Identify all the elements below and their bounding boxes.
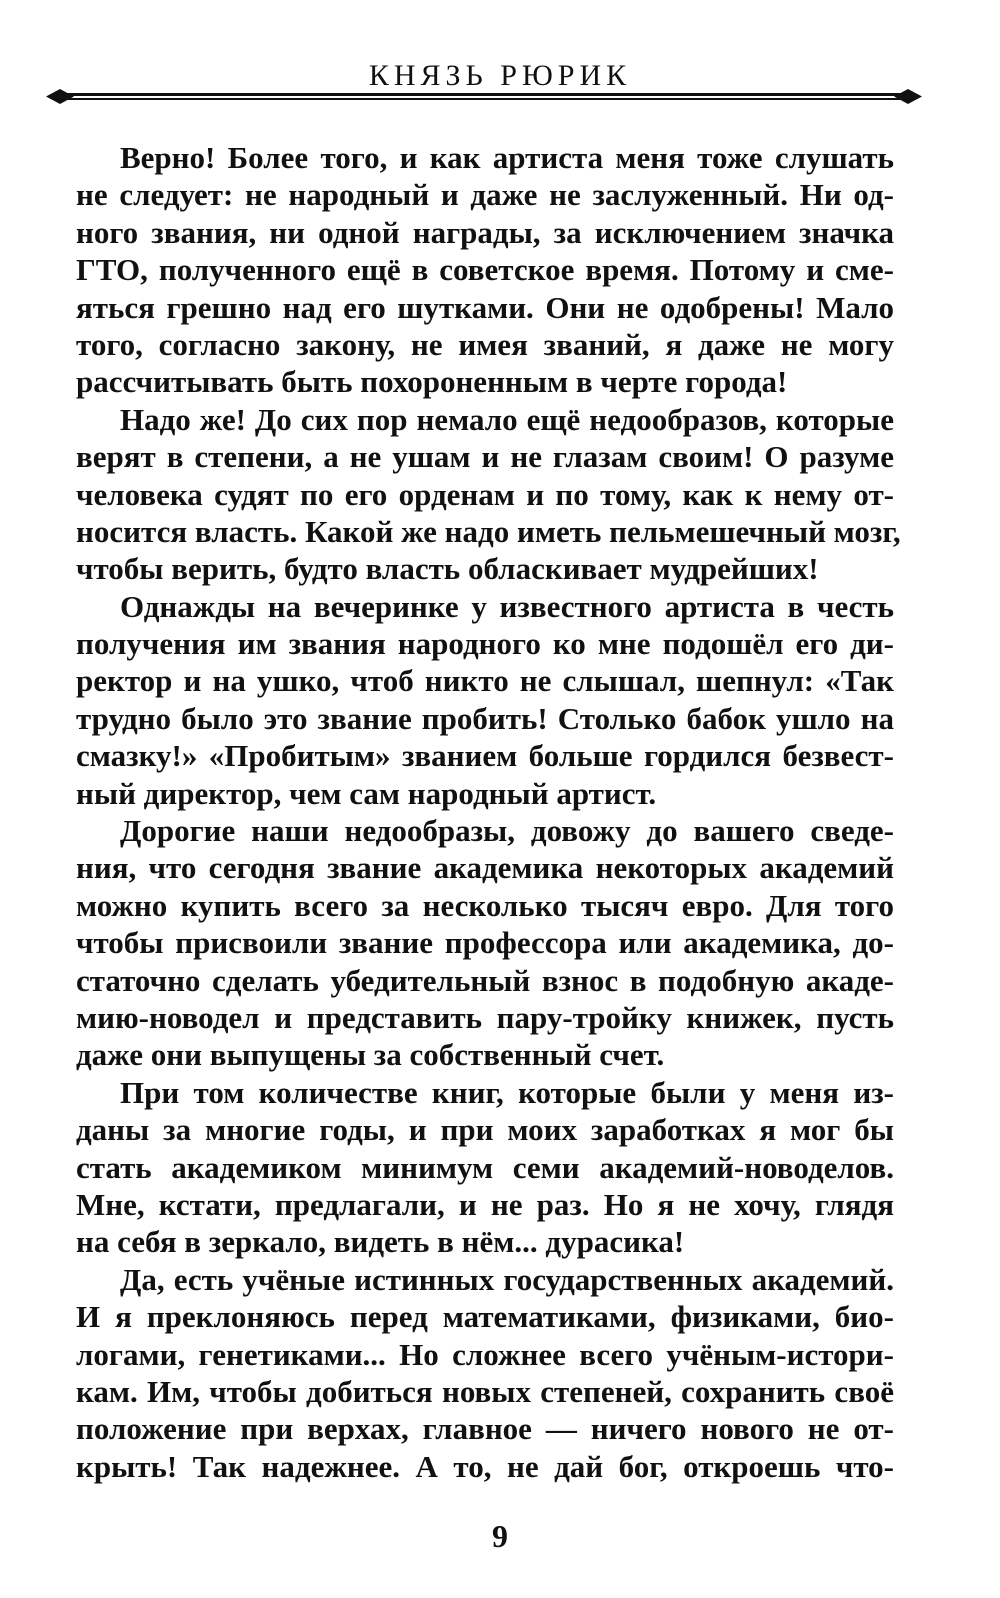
text-line: чтобы присвоили звание профессора или академика, до- xyxy=(76,925,894,961)
text-line: Да, есть учёные истинных государственных академий. xyxy=(120,1261,894,1297)
rule-left-diamond xyxy=(46,89,74,104)
text-line: ния, что сегодня звание академика некоторых академий xyxy=(76,850,894,886)
rule-right-diamond xyxy=(894,89,922,104)
text-line: И я преклоняюсь перед математиками, физиками, био- xyxy=(76,1299,894,1335)
text-line: рассчитывать быть похороненным в черте города! xyxy=(76,364,788,400)
header-ornament-rule xyxy=(44,84,924,110)
text-line: можно купить всего за несколько тысяч евро. Для того xyxy=(76,887,894,923)
text-line: даны за многие годы, и при моих заработках я мог бы xyxy=(76,1112,894,1148)
page-number: 9 xyxy=(492,1518,508,1554)
text-line: чтобы верить, будто власть обласкивает мудрейших! xyxy=(76,551,819,587)
text-line: ный директор, чем сам народный артист. xyxy=(76,775,657,811)
text-line: положение при верхах, главное — ничего нового не от- xyxy=(76,1411,894,1447)
text-line: трудно было это звание пробить! Столько бабок ушло на xyxy=(76,700,894,736)
text-line: верят в степени, а не ушам и не глазам своим! О разуме xyxy=(76,439,894,475)
running-title: КНЯЗЬ РЮРИК xyxy=(368,59,632,92)
text-line: того, согласно закону, не имея званий, я даже не могу xyxy=(76,326,894,362)
text-line: смазку!» «Пробитым» званием больше гордился безвест- xyxy=(76,738,894,774)
text-line: ГТО, полученного ещё в советское время. Потому и сме- xyxy=(76,252,894,288)
text-line: яться грешно над его шутками. Они не одобрены! Мало xyxy=(76,289,894,325)
text-line: Надо же! До сих пор немало ещё недообразов, которые xyxy=(120,401,894,437)
text-line: стать академиком минимум семи академий-новоделов. xyxy=(76,1149,894,1185)
text-line: человека судят по его орденам и по тому, как к нему от- xyxy=(76,476,894,512)
text-line: статочно сделать убедительный взнос в подобную акаде- xyxy=(76,962,894,998)
text-line: крыть! Так надежнее. А то, не дай бог, откроешь что- xyxy=(76,1448,894,1484)
text-line: получения им звания народного ко мне подошёл его ди- xyxy=(76,626,894,662)
text-line: носится власть. Какой же надо иметь пельмешечный мозг, xyxy=(76,513,901,549)
text-line: ного звания, ни одной награды, за исключением значка xyxy=(76,214,894,250)
body-text xyxy=(76,139,901,1485)
rule-top-line xyxy=(60,93,908,96)
text-line: логами, генетиками... Но сложнее всего учёным-истори- xyxy=(76,1336,894,1372)
text-line: кам. Им, чтобы добиться новых степеней, сохранить своё xyxy=(76,1373,894,1409)
text-line: не следует: не народный и даже не заслуженный. Ни од- xyxy=(76,177,894,213)
text-line: на себя в зеркало, видеть в нём... дурасика! xyxy=(76,1224,685,1260)
text-line: При том количестве книг, которые были у меня из- xyxy=(120,1074,894,1110)
text-line: Однажды на вечеринке у известного артиста в честь xyxy=(120,588,894,624)
rule-bottom-line xyxy=(60,98,908,100)
text-line: Дорогие наши недообразы, довожу до вашего сведе- xyxy=(120,813,894,849)
text-line: Мне, кстати, предлагали, и не раз. Но я не хочу, глядя xyxy=(76,1186,894,1222)
text-line: даже они выпущены за собственный счет. xyxy=(76,1037,665,1073)
text-line: ректор и на ушко, чтоб никто не слышал, шепнул: «Так xyxy=(76,663,894,699)
text-line: мию-новодел и представить пару-тройку книжек, пусть xyxy=(76,999,894,1035)
text-line: Верно! Более того, и как артиста меня тоже слушать xyxy=(120,140,894,175)
